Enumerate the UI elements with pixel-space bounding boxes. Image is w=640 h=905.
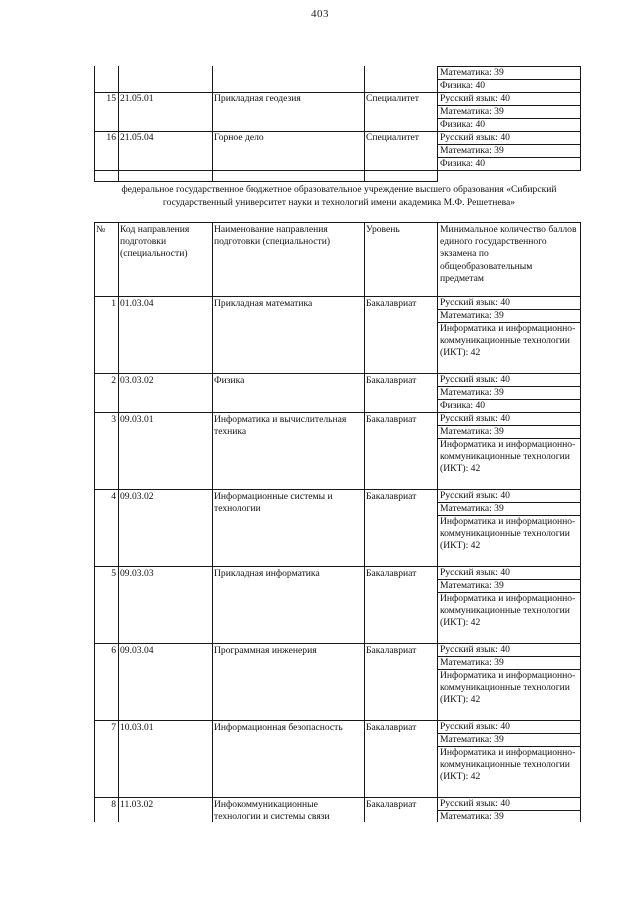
table-rule — [94, 222, 581, 223]
row-number: 16 — [106, 132, 116, 143]
direction-name: Горное дело — [214, 132, 264, 143]
row-number: 1 — [111, 298, 116, 309]
direction-name: Физика — [214, 375, 245, 386]
row-number: 6 — [111, 645, 116, 656]
subject-cell: Русский язык: 40 — [440, 131, 510, 143]
subject-cell: Русский язык: 40 — [440, 92, 510, 104]
subject-cell: Русский язык: 40 — [440, 489, 510, 501]
organization-title: федеральное государственное бюджетное образовательное учреждение высшего образования «Сибирский государственный университет науки и технологий имени академика М.Ф. Решетнева» — [121, 184, 557, 208]
table-rule — [364, 66, 365, 181]
table-rule — [118, 66, 119, 181]
subject-cell: Русский язык: 40 — [440, 566, 510, 578]
subject-cell: Физика: 40 — [440, 118, 486, 130]
education-level: Бакалавриат — [366, 799, 417, 810]
table-rule — [437, 222, 438, 822]
subject-cell: Математика: 39 — [440, 502, 504, 514]
subject-cell: Математика: 39 — [440, 66, 504, 78]
table-rule — [94, 66, 95, 181]
education-level: Специалитет — [366, 132, 419, 143]
subject-cell: Русский язык: 40 — [440, 720, 510, 732]
education-level: Бакалавриат — [366, 375, 417, 386]
header-num: № — [96, 224, 106, 235]
direction-name: Программная инженерия — [214, 645, 317, 656]
row-number: 15 — [106, 93, 116, 104]
table-rule — [118, 222, 119, 822]
direction-name: Информатика и вычислительная техника — [214, 414, 347, 438]
direction-code: 09.03.03 — [120, 568, 154, 579]
subject-cell: Физика: 40 — [440, 157, 486, 169]
education-level: Специалитет — [366, 93, 419, 104]
header-level: Уровень — [366, 224, 400, 235]
direction-name: Прикладная геодезия — [214, 93, 301, 104]
subject-cell: Информатика и информационно-коммуникационные технологии (ИКТ): 42 — [440, 322, 576, 358]
row-number: 2 — [111, 375, 116, 386]
subject-cell: Математика: 39 — [440, 425, 504, 437]
direction-name: Прикладная математика — [214, 298, 313, 309]
subject-cell: Русский язык: 40 — [440, 296, 510, 308]
page-number: 403 — [311, 8, 329, 20]
table-rule — [437, 66, 438, 181]
direction-code: 01.03.04 — [120, 298, 154, 309]
table-rule — [94, 170, 581, 171]
subject-cell: Физика: 40 — [440, 399, 486, 411]
row-number: 3 — [111, 414, 116, 425]
direction-code: 10.03.01 — [120, 722, 154, 733]
row-number: 4 — [111, 491, 116, 502]
education-level: Бакалавриат — [366, 298, 417, 309]
education-level: Бакалавриат — [366, 722, 417, 733]
row-number: 8 — [111, 799, 116, 810]
table-rule — [212, 66, 213, 181]
direction-code: 09.03.04 — [120, 645, 154, 656]
subject-cell: Русский язык: 40 — [440, 412, 510, 424]
header-name: Наименование направления подготовки (специальности) — [214, 224, 331, 248]
direction-name: Информационные системы и технологии — [214, 491, 333, 515]
subject-cell: Информатика и информационно-коммуникационные технологии (ИКТ): 42 — [440, 746, 576, 782]
row-number: 5 — [111, 568, 116, 579]
subject-cell: Информатика и информационно-коммуникационные технологии (ИКТ): 42 — [440, 669, 576, 705]
direction-name: Информационная безопасность — [214, 722, 343, 733]
direction-name: Инфокоммуникационные технологии и системы связи — [214, 799, 330, 823]
subject-cell: Математика: 39 — [440, 656, 504, 668]
subject-cell: Русский язык: 40 — [440, 797, 510, 809]
direction-code: 03.03.02 — [120, 375, 154, 386]
subject-cell: Информатика и информационно-коммуникационные технологии (ИКТ): 42 — [440, 515, 576, 551]
direction-code: 21.05.04 — [120, 132, 154, 143]
header-code: Код направления подготовки (специальности) — [120, 224, 190, 260]
table-rule — [212, 222, 213, 822]
subject-cell: Русский язык: 40 — [440, 643, 510, 655]
education-level: Бакалавриат — [366, 414, 417, 425]
education-level: Бакалавриат — [366, 491, 417, 502]
subject-cell: Математика: 39 — [440, 579, 504, 591]
direction-code: 09.03.01 — [120, 414, 154, 425]
subject-cell: Математика: 39 — [440, 733, 504, 745]
direction-code: 21.05.01 — [120, 93, 154, 104]
table-rule — [94, 181, 438, 182]
table-rule — [580, 222, 581, 822]
subject-cell: Информатика и информационно-коммуникационные технологии (ИКТ): 42 — [440, 438, 576, 474]
table-rule — [364, 222, 365, 822]
direction-name: Прикладная информатика — [214, 568, 320, 579]
subject-cell: Математика: 39 — [440, 309, 504, 321]
education-level: Бакалавриат — [366, 645, 417, 656]
header-min-score: Минимальное количество баллов единого государственного экзамена по общеобразовательным предметам — [440, 224, 577, 284]
subject-cell: Математика: 39 — [440, 386, 504, 398]
subject-cell: Математика: 39 — [440, 105, 504, 117]
subject-cell: Физика: 40 — [440, 79, 486, 91]
direction-code: 09.03.02 — [120, 491, 154, 502]
row-number: 7 — [111, 722, 116, 733]
subject-cell: Математика: 39 — [440, 810, 504, 822]
subject-cell: Информатика и информационно-коммуникационные технологии (ИКТ): 42 — [440, 592, 576, 628]
direction-code: 11.03.02 — [120, 799, 154, 810]
subject-cell: Русский язык: 40 — [440, 373, 510, 385]
subject-cell: Математика: 39 — [440, 144, 504, 156]
education-level: Бакалавриат — [366, 568, 417, 579]
